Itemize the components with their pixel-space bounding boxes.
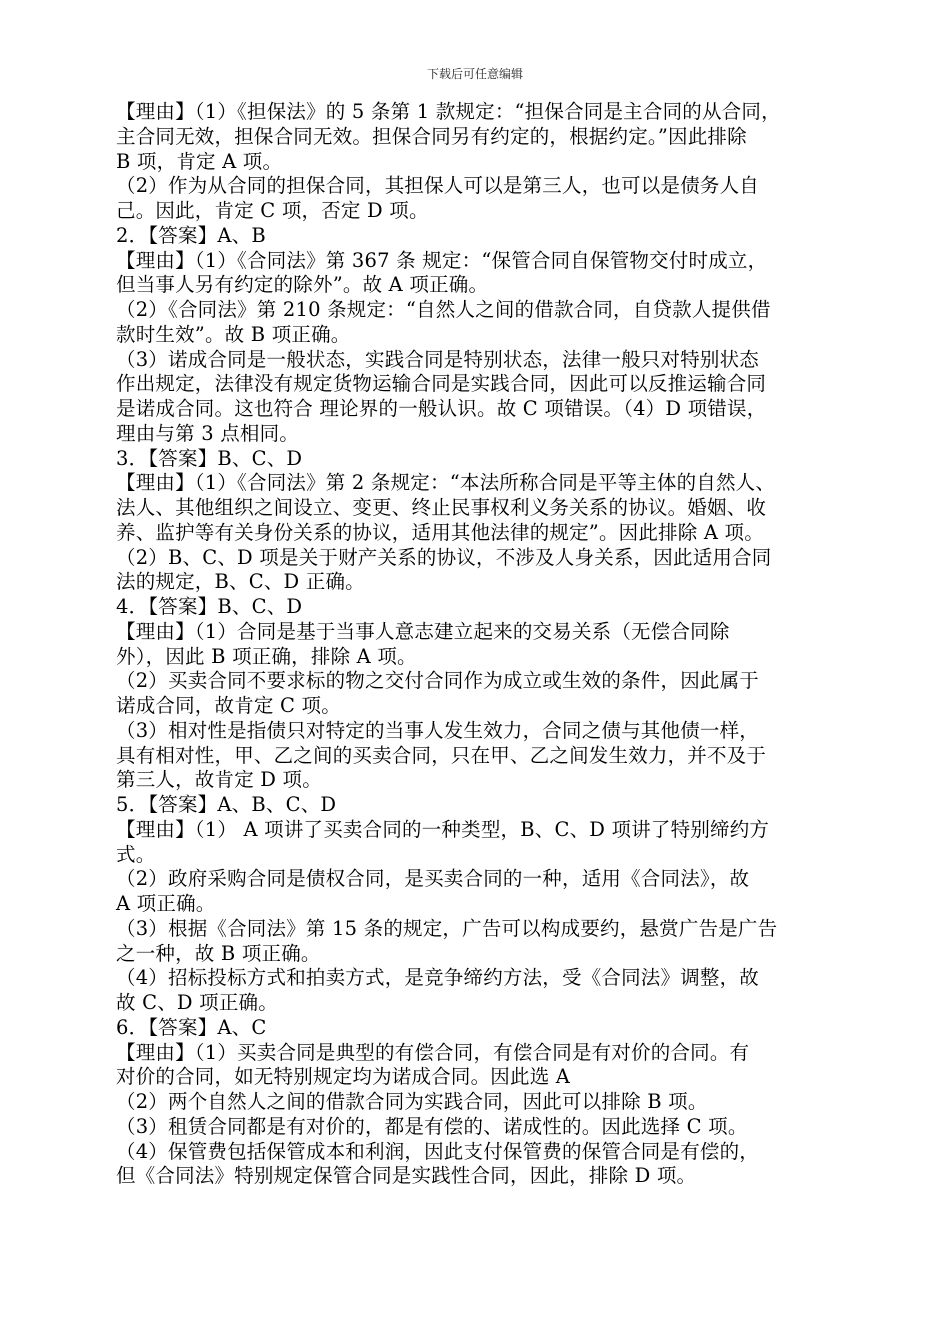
text-line: （3）根据《合同法》第 15 条的规定，广告可以构成要约，悬赏广告是广告	[116, 916, 778, 940]
text-line: 故 C、D 项正确。	[116, 991, 278, 1014]
text-line: 【理由】（1）合同是基于当事人意志建立起来的交易关系（无偿合同除	[116, 619, 730, 643]
text-line: 是诺成合同。这也符合 理论界的一般认识。故 C 项错误。（4）D 项错误，	[116, 397, 767, 420]
text-line: 3．【答案】B、C、D	[116, 446, 303, 470]
text-line: 作出规定，法律没有规定货物运输合同是实践合同，因此可以反推运输合同	[116, 372, 767, 396]
text-line: （3）租赁合同都是有对价的，都是有偿的、诺成性的。因此选择 C 项。	[116, 1114, 748, 1138]
text-line: 式。	[116, 842, 156, 866]
text-line: 诺成合同，故肯定 C 项。	[116, 694, 341, 717]
text-line: （2）作为从合同的担保合同，其担保人可以是第三人，也可以是债务人自	[116, 174, 760, 198]
text-line: （2）两个自然人之间的借款合同为实践合同，因此可以排除 B 项。	[116, 1090, 708, 1113]
text-line: 但《合同法》特别规定保管合同是实践性合同，因此，排除 D 项。	[116, 1164, 697, 1188]
text-line: 之一种，故 B 项正确。	[116, 941, 321, 965]
text-line: 主合同无效，担保合同无效。担保合同另有约定的，根据约定。”因此排除	[116, 124, 747, 148]
text-line: （3）诺成合同是一般状态，实践合同是特别状态，法律一般只对特别状态	[116, 347, 760, 371]
text-line: 【理由】（1）《担保法》的 5 条第 1 款规定：“担保合同是主合同的从合同，	[116, 100, 781, 123]
text-line: 2．【答案】A、B	[116, 223, 266, 247]
text-line: （2）政府采购合同是债权合同，是买卖合同的一种，适用《合同法》，故	[116, 867, 750, 891]
text-line: （4）招标投标方式和拍卖方式，是竞争缔约方法，受《合同法》调整，故	[116, 966, 760, 990]
text-line: 对价的合同，如无特别规定均为诺成合同。因此选 A	[116, 1065, 571, 1089]
text-line: 第三人，故肯定 D 项。	[116, 768, 322, 792]
text-line: 具有相对性，甲、乙之间的买卖合同，只在甲、乙之间发生效力，并不及于	[116, 743, 767, 767]
text-line: （3）相对性是指债只对特定的当事人发生效力，合同之债与其他债一样，	[116, 718, 760, 742]
text-line: （2）B、C、D 项是关于财产关系的协议，不涉及人身关系，因此适用合同	[116, 545, 772, 569]
text-line: 【理由】（1） A 项讲了买卖合同的一种类型，B、C、D 项讲了特别缔约方	[116, 817, 770, 841]
text-line: （2）《合同法》第 210 条规定：“自然人之间的借款合同，自贷款人提供借	[116, 298, 771, 321]
text-line: （4）保管费包括保管成本和利润，因此支付保管费的保管合同是有偿的，	[116, 1139, 760, 1163]
text-line: 款时生效”。故 B 项正确。	[116, 322, 351, 346]
text-line: 【理由】（1）《合同法》第 2 条规定：“本法所称合同是平等主体的自然人、	[116, 471, 776, 495]
text-line: 【理由】（1）《合同法》第 367 条 规定：“保管合同自保管物交付时成立，	[116, 248, 768, 272]
text-line: 5．【答案】A、B、C、D	[116, 793, 337, 816]
text-line: 但当事人另有约定的除外”。故 A 项正确。	[116, 273, 489, 297]
text-line: 外），因此 B 项正确，排除 A 项。	[116, 644, 417, 668]
text-line: A 项正确。	[116, 892, 216, 915]
text-line: 6．【答案】A、C	[116, 1015, 267, 1039]
page-header: 下载后可任意编辑	[426, 67, 523, 81]
text-line: 【理由】（1）买卖合同是典型的有偿合同，有偿合同是有对价的合同。有	[116, 1040, 750, 1064]
text-line: 法的规定，B、C、D 正确。	[116, 570, 365, 594]
document-body	[116, 100, 876, 1189]
text-line: B 项，肯定 A 项。	[116, 149, 283, 173]
text-line: 己。因此，肯定 C 项，否定 D 项。	[116, 199, 429, 222]
text-line: 4．【答案】B、C、D	[116, 595, 303, 618]
text-line: 法人、其他组织之间设立、变更、终止民事权利义务关系的协议。婚姻、收	[116, 496, 767, 519]
text-line: 养、监护等有关身份关系的协议，适用其他法律的规定”。因此排除 A 项。	[116, 520, 764, 544]
text-line: （2）买卖合同不要求标的物之交付合同作为成立或生效的条件，因此属于	[116, 669, 760, 693]
text-line: 理由与第 3 点相同。	[116, 421, 300, 445]
